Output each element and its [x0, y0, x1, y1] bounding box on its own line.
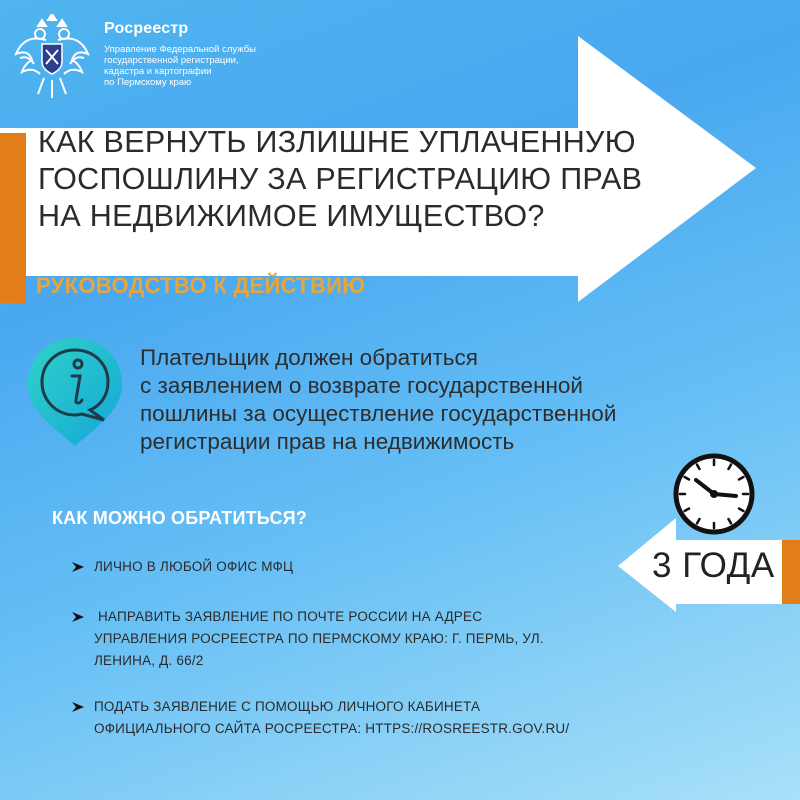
headline-accent-bar [0, 133, 26, 303]
info-text [140, 344, 780, 456]
list-item [70, 556, 630, 578]
headline [38, 124, 678, 235]
info-text-line: Плательщик должен обратиться [140, 345, 478, 370]
list-item [70, 696, 630, 740]
org-desc-line: по Пермскому краю [104, 77, 192, 88]
info-text-line: регистрации прав на недвижимость [140, 429, 515, 454]
list-item-line: УПРАВЛЕНИЯ РОСРЕЕСТРА ПО ПЕРМСКОМУ КРАЮ: Г. ПЕРМЬ, УЛ. [94, 631, 544, 646]
info-text-line: пошлины за осуществление государственной [140, 401, 617, 426]
list-item-line: ЛИЧНО В ЛЮБОЙ ОФИС МФЦ [94, 559, 294, 574]
deadline-accent-bar [782, 540, 800, 604]
list-item-line: ОФИЦИАЛЬНОГО САЙТА РОСРЕЕСТРА: HTTPS://ROSREESTR.GOV.RU/ [94, 721, 570, 736]
headline-line: НА НЕДВИЖИМОЕ ИМУЩЕСТВО? [38, 199, 545, 233]
list-item [70, 606, 630, 672]
arrowhead-bullet-icon [70, 556, 86, 578]
guide-label: РУКОВОДСТВО К ДЕЙСТВИЮ [36, 273, 366, 298]
list-item-text [94, 606, 630, 672]
arrowhead-bullet-icon [70, 606, 86, 628]
arrowhead-bullet-icon [70, 696, 86, 718]
org-desc-line: государственной регистрации, [104, 55, 239, 66]
org-desc-line: Управление Федеральной службы [104, 44, 256, 55]
org-desc-line: кадастра и картографии [104, 66, 212, 77]
deadline-label: 3 ГОДА [652, 546, 775, 585]
how-to-apply-title: КАК МОЖНО ОБРАТИТЬСЯ? [52, 508, 308, 528]
org-name: Росреестр [104, 20, 189, 37]
list-item-text [94, 556, 630, 578]
list-item-line: ПОДАТЬ ЗАЯВЛЕНИЕ С ПОМОЩЬЮ ЛИЧНОГО КАБИНЕТА [94, 699, 481, 714]
list-item-line: НАПРАВИТЬ ЗАЯВЛЕНИЕ ПО ПОЧТЕ РОССИИ НА АДРЕС [94, 609, 483, 624]
headline-line: КАК ВЕРНУТЬ ИЗЛИШНЕ УПЛАЧЕННУЮ [38, 125, 636, 159]
info-speech-bubble-icon [22, 334, 128, 454]
list-item-text [94, 696, 630, 740]
info-text-line: с заявлением о возврате государственной [140, 373, 584, 398]
headline-line: ГОСПОШЛИНУ ЗА РЕГИСТРАЦИЮ ПРАВ [38, 162, 643, 196]
list-item-line: ЛЕНИНА, Д. 66/2 [94, 653, 204, 668]
